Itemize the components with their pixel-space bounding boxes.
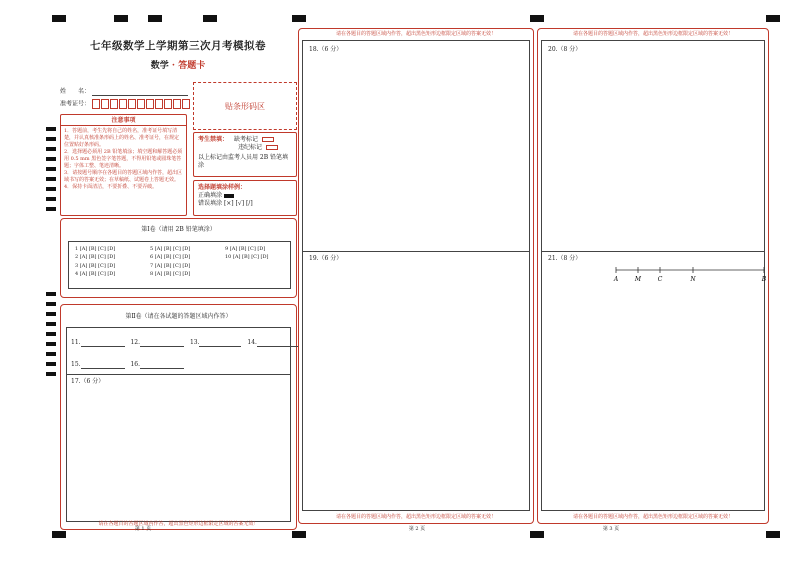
blank-label: 11. — [71, 339, 81, 346]
q18-label: 18.（6 分） — [309, 46, 343, 53]
part1-box — [60, 218, 297, 298]
q21-answer-area[interactable] — [542, 289, 764, 510]
point-label-a: A — [613, 276, 619, 283]
notice-box — [60, 114, 187, 216]
number-line-figure — [612, 265, 772, 285]
point-label-c: C — [657, 276, 663, 283]
notice-item: 1．答题前，考生先将自己的姓名，准考证号填写清楚，并认真核准条形码上的姓名、准考证号，在规定位置贴好条形码。 — [64, 128, 180, 148]
alignment-mark — [766, 15, 780, 22]
blank-label: 12. — [130, 339, 141, 346]
blank-line[interactable] — [140, 362, 184, 369]
bottom-warning: 请在各题目的答题区域内作答，超出黑色矩形边框限定区域的答案无效！ — [98, 521, 259, 527]
page-number: 第 2 页 — [408, 526, 426, 532]
alignment-mark — [530, 531, 544, 538]
absent-checkbox[interactable] — [262, 137, 274, 142]
notice-title: 注意事项 — [61, 115, 186, 126]
absent-label: 缺考标记 — [233, 136, 258, 143]
blank-label: 15. — [71, 361, 81, 368]
alignment-mark — [148, 15, 162, 22]
barcode-label: 贴条形码区 — [225, 101, 265, 111]
alignment-mark — [766, 531, 780, 538]
id-label: 准考证号： — [60, 100, 91, 108]
id-row — [60, 99, 191, 109]
subtitle-card: 答题卡 — [178, 61, 206, 71]
name-field[interactable] — [92, 89, 188, 96]
exam-subtitle — [78, 58, 278, 71]
exam-title: 七年级数学上学期第三次月考模拟卷 — [90, 40, 266, 52]
panel3-frame — [537, 28, 769, 524]
name-row — [60, 88, 188, 96]
q19-label: 19.（6 分） — [309, 255, 343, 262]
bottom-warning: 请在各题目的答题区域内作答，超出黑色矩形边框限定区域的答案无效！ — [572, 514, 733, 520]
alignment-mark — [203, 15, 217, 22]
q19-answer-area[interactable] — [303, 265, 529, 510]
point-label-b: B — [761, 276, 767, 283]
choice-grid — [68, 241, 291, 289]
notice-item: 3．请按题号顺序在各题目的答题区域内作答，超出区域书写的答案无效；在草稿纸、试题卷上答题无效。 — [64, 170, 183, 183]
id-cells[interactable] — [92, 101, 191, 108]
part2-title: 第Ⅱ卷（请在各试题的答题区域内作答） — [125, 313, 232, 320]
top-warning: 请在各题目的答题区域内作答，超出黑色矩形边框限定区域的答案无效！ — [335, 31, 496, 37]
barcode-area — [193, 82, 297, 130]
choice-row[interactable]: 2 [A] [B] [C] [D] 6 [A] [B] [C] [D] 10 [A] [B] [C] [D] — [75, 254, 269, 261]
alignment-mark — [52, 15, 66, 22]
candidate-status-box — [193, 132, 297, 177]
q20-label: 20.（8 分） — [548, 46, 582, 53]
blank-line[interactable] — [81, 340, 125, 347]
blank-line[interactable] — [140, 340, 184, 347]
q18-answer-area[interactable] — [303, 55, 529, 249]
status-label: 考生禁填： — [198, 136, 229, 143]
blank-line[interactable] — [199, 340, 241, 347]
top-warning: 请在各题目的答题区域内作答，超出黑色矩形边框限定区域的答案无效！ — [572, 31, 733, 37]
blank-line[interactable] — [81, 362, 125, 369]
q17-answer-area[interactable] — [67, 386, 290, 522]
blank-label: 13. — [189, 339, 200, 346]
q20-answer-area[interactable] — [542, 55, 764, 249]
alignment-mark — [114, 15, 128, 22]
fill-example-box — [193, 180, 297, 216]
part2-box — [60, 304, 297, 530]
q17-label: 17.（6 分） — [71, 378, 105, 385]
q21-label: 21.（8 分） — [548, 255, 582, 262]
wrong-fill-samples: [×] [√] [/] — [223, 200, 253, 207]
choice-row[interactable]: 4 [A] [B] [C] [D] 8 [A] [B] [C] [D] — [75, 271, 191, 278]
blank-line[interactable] — [257, 340, 299, 347]
alignment-mark — [292, 15, 306, 22]
violation-checkbox[interactable] — [266, 145, 278, 150]
subtitle-dot: · — [171, 61, 176, 71]
fill-example-title: 选择题填涂样例： — [198, 184, 247, 191]
point-label-m: M — [634, 276, 642, 283]
page-number: 第 3 页 — [602, 526, 620, 532]
bottom-warning: 请在各题目的答题区域内作答，超出黑色矩形边框限定区域的答案无效！ — [335, 514, 496, 520]
page-number: 第 1 页 — [134, 526, 152, 532]
panel2-frame — [298, 28, 534, 524]
notice-item: 2．选择题必须用 2B 铅笔填涂；填空题和解答题必须用 0.5 mm 黑色签字笔答题，不得用铅笔或圆珠笔答题；字体工整、笔迹清晰。 — [64, 149, 183, 169]
part2-inner-box — [66, 327, 291, 522]
alignment-mark — [530, 15, 544, 22]
correct-fill-label: 正确填涂 — [198, 192, 223, 199]
wrong-fill-label: 错误填涂 — [198, 200, 223, 207]
subtitle-subject: 数学 — [150, 61, 169, 71]
blank-label: 16. — [130, 361, 141, 368]
part1-title: 第Ⅰ卷（请用 2B 铅笔填涂） — [141, 226, 216, 233]
panel3-inner-box — [541, 40, 765, 511]
point-label-n: N — [690, 276, 696, 283]
choice-row[interactable]: 3 [A] [B] [C] [D] 7 [A] [B] [C] [D] — [75, 262, 191, 269]
blank-label: 14. — [247, 339, 257, 346]
panel2-inner-box — [302, 40, 530, 511]
name-label: 姓 名： — [60, 88, 91, 95]
alignment-mark — [52, 531, 66, 538]
correct-fill-sample — [224, 194, 234, 198]
choice-row[interactable]: 1 [A] [B] [C] [D] 5 [A] [B] [C] [D] 9 [A] [B] [C] [D] — [75, 246, 266, 252]
notice-item: 4．保持卡面清洁，不要折叠、不要弄破。 — [64, 184, 158, 190]
alignment-mark — [292, 531, 306, 538]
violation-label: 违纪标记 — [238, 144, 263, 151]
status-note: 以上标记由监考人员用 2B 铅笔填涂 — [198, 154, 289, 169]
